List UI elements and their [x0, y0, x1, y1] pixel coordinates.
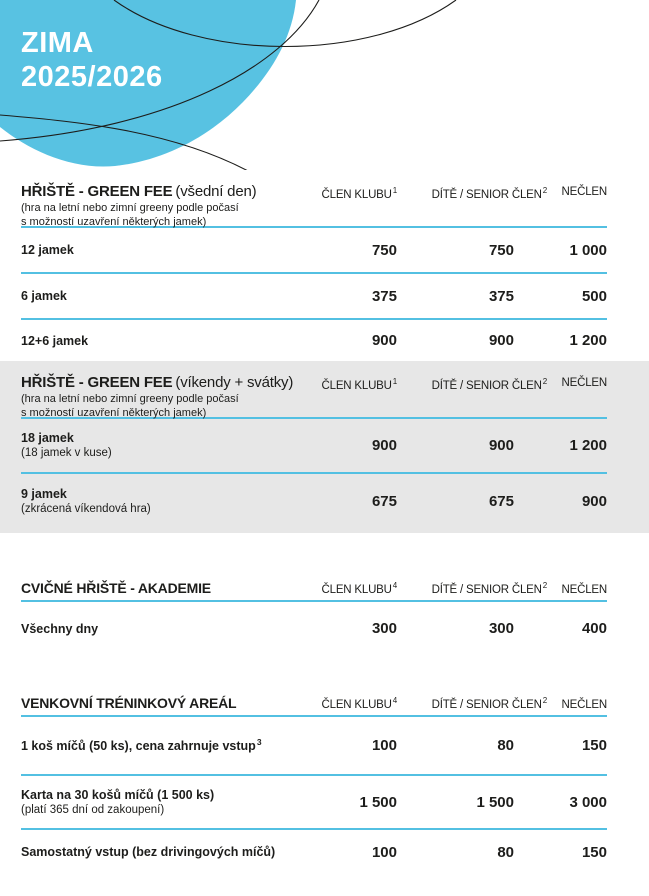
- row-label-block: [21, 431, 297, 460]
- row-sublabel: (platí 365 dní od zakoupení): [21, 803, 165, 816]
- row-label-block: [21, 788, 297, 817]
- section-outdoor-training-area: [0, 693, 649, 874]
- price-child-senior: 900: [488, 332, 514, 349]
- column-header-child-senior: DÍTĚ / SENIOR ČLEN$^2$: [431, 696, 547, 711]
- page-header: [0, 0, 649, 170]
- row-label: 18 jamek: [21, 431, 74, 445]
- table-row: [21, 419, 607, 474]
- price-member: 900: [371, 332, 397, 349]
- table-head: [21, 183, 607, 228]
- section-green-fee-weekend: [0, 361, 649, 533]
- row-label: 9 jamek: [21, 487, 67, 501]
- row-label: Všechny dny: [21, 621, 99, 636]
- price-child-senior: 300: [488, 620, 514, 637]
- page-title-line1: ZIMA: [21, 27, 94, 59]
- price-member: 100: [371, 737, 397, 754]
- table-head: [21, 374, 607, 419]
- table-row: [21, 474, 607, 529]
- price-nonmember: 1 200: [569, 332, 607, 349]
- section-title-suffix: (všední den): [175, 183, 257, 200]
- section-subtitle-line1: (hra na letní nebo zimní greeny podle počasí: [21, 202, 239, 214]
- column-header-nonmember: NEČLEN: [561, 377, 607, 389]
- section-title-block: [21, 183, 297, 228]
- price-child-senior: 375: [488, 287, 514, 305]
- column-header-member: ČLEN KLUBU$^4$: [321, 581, 397, 596]
- page-title-line2: 2025/2026: [21, 61, 163, 93]
- table-row: [21, 274, 607, 320]
- row-label: 6 jamek: [21, 289, 67, 303]
- section-title: HŘIŠTĚ - GREEN FEE (víkendy + svátky): [21, 374, 294, 391]
- price-nonmember: 150: [581, 843, 607, 861]
- price-child-senior: 80: [497, 843, 514, 861]
- row-label: 12+6 jamek: [21, 333, 89, 348]
- page-title: [21, 26, 163, 94]
- price-nonmember: 900: [581, 493, 607, 510]
- price-member: 750: [371, 241, 397, 259]
- row-label: Samostatný vstup (bez drivingových míčů): [21, 845, 276, 859]
- table-row: [21, 602, 607, 655]
- column-header-nonmember: NEČLEN: [561, 698, 607, 711]
- price-nonmember: 3 000: [569, 793, 607, 811]
- column-header-nonmember: NEČLEN: [561, 186, 607, 198]
- price-member: 375: [371, 287, 397, 305]
- section-green-fee-weekday: [0, 183, 649, 361]
- row-label: 1 koš míčů (50 ks), cena zahrnuje vstup$^3$: [21, 737, 262, 754]
- table-head: [21, 693, 607, 717]
- price-child-senior: 900: [488, 437, 514, 454]
- section-title-block: [21, 374, 297, 419]
- column-header-member: ČLEN KLUBU$^1$: [321, 377, 397, 392]
- price-member: 100: [371, 843, 397, 861]
- section-title-suffix: (víkendy + svátky): [175, 374, 294, 391]
- section-title: VENKOVNÍ TRÉNINKOVÝ AREÁL: [21, 694, 237, 711]
- row-label: 12 jamek: [21, 243, 74, 257]
- price-nonmember: 1 000: [569, 241, 607, 259]
- price-member: 675: [371, 493, 397, 510]
- column-header-child-senior: DÍTĚ / SENIOR ČLEN$^2$: [431, 581, 547, 596]
- table-row: [21, 228, 607, 274]
- row-label: Karta na 30 košů míčů (1 500 ks): [21, 787, 215, 802]
- column-header-child-senior: DÍTĚ / SENIOR ČLEN$^2$: [431, 186, 547, 201]
- section-title: HŘIŠTĚ - GREEN FEE (všední den): [21, 183, 257, 200]
- price-nonmember: 1 200: [569, 437, 607, 454]
- column-header-member: ČLEN KLUBU$^4$: [321, 696, 397, 711]
- table-row: [21, 830, 607, 874]
- section-academy: [0, 578, 649, 655]
- price-child-senior: 750: [488, 241, 514, 259]
- section-subtitle-line2: s možností uzavření některých jamek): [21, 407, 207, 419]
- column-header-nonmember: NEČLEN: [561, 583, 607, 596]
- price-child-senior: 675: [488, 493, 514, 510]
- table-row: [21, 320, 607, 361]
- column-header-member: ČLEN KLUBU$^1$: [321, 186, 397, 201]
- price-child-senior: 1 500: [476, 793, 514, 811]
- table-head: [21, 578, 607, 602]
- price-nonmember: 500: [581, 287, 607, 305]
- price-member: 900: [371, 437, 397, 454]
- table-row: [21, 776, 607, 830]
- section-title: CVIČNÉ HŘIŠTĚ - AKADEMIE: [21, 579, 211, 596]
- row-label-block: [21, 487, 297, 516]
- section-subtitle-line1: (hra na letní nebo zimní greeny podle počasí: [21, 393, 239, 405]
- table-row: [21, 717, 607, 776]
- column-header-child-senior: DÍTĚ / SENIOR ČLEN$^2$: [431, 377, 547, 392]
- price-nonmember: 400: [581, 620, 607, 637]
- row-sublabel: (18 jamek v kuse): [21, 447, 112, 459]
- price-member: 300: [371, 620, 397, 637]
- price-member: 1 500: [359, 793, 397, 811]
- price-child-senior: 80: [497, 737, 514, 754]
- section-subtitle-line2: s možností uzavření některých jamek): [21, 216, 207, 228]
- row-sublabel: (zkrácená víkendová hra): [21, 503, 151, 515]
- price-nonmember: 150: [581, 737, 607, 754]
